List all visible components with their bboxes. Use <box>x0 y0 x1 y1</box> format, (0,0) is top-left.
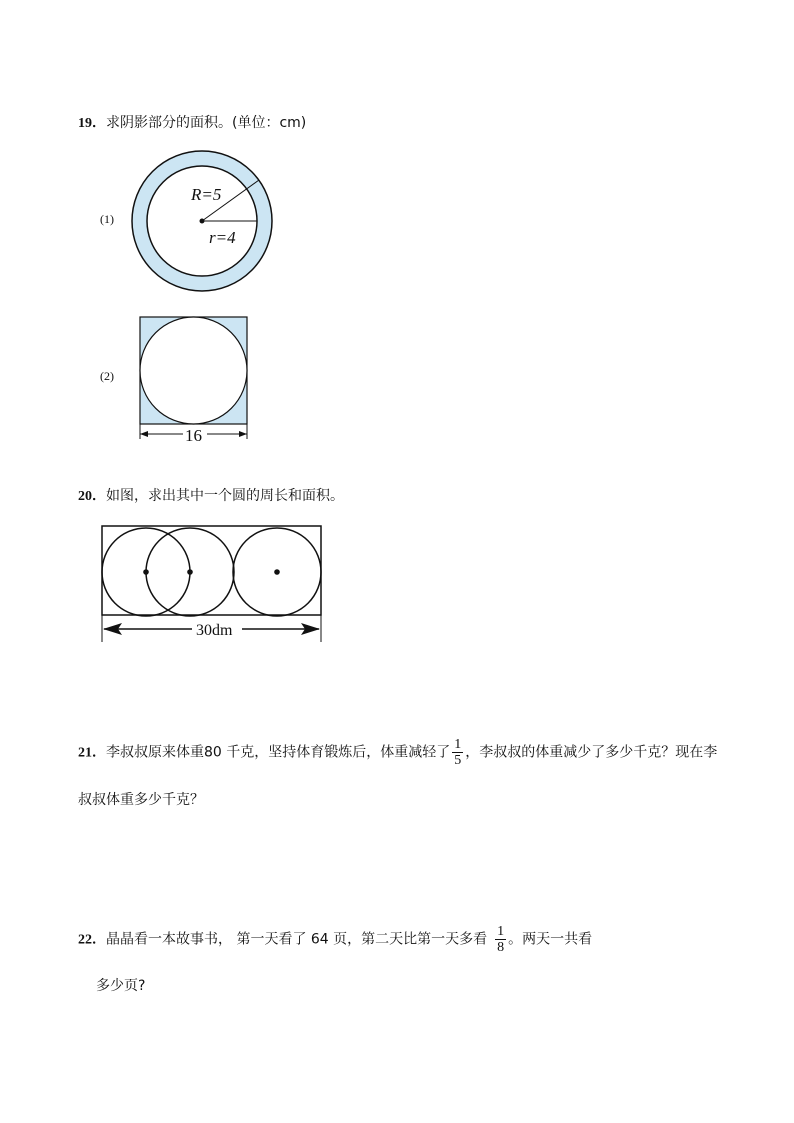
fraction-numerator: 1 <box>454 737 462 752</box>
question-number: 19． <box>78 116 106 131</box>
center-dot <box>200 219 205 224</box>
outer-radius-label: R=5 <box>191 185 222 204</box>
rectangle <box>102 526 321 615</box>
question-text-part-2: 。两天一共看 <box>508 931 593 948</box>
question-text-part-2: ，李叔叔的体重减少了多少千克？现在李 <box>465 744 718 761</box>
question-text: 如图，求出其中一个圆的周长和面积。 <box>106 488 344 504</box>
fraction-denominator: 5 <box>454 753 462 768</box>
question-20 <box>78 487 344 506</box>
annulus-figure <box>125 145 285 305</box>
fraction-one-fifth <box>452 737 463 768</box>
question-text-part-1: 晶晶看一本故事书， 第一天看了 64 页，第二天比第一天多看 <box>106 931 488 948</box>
inner-radius-label: r=4 <box>209 228 236 247</box>
inscribed-circle <box>140 317 247 424</box>
fraction-one-eighth <box>495 924 506 955</box>
question-number: 21． <box>78 745 106 761</box>
question-21 <box>78 737 717 768</box>
fraction-numerator: 1 <box>497 924 505 939</box>
square-circle-figure <box>135 312 257 447</box>
part-1-label: (1) <box>100 212 114 226</box>
question-22-line-2: 多少页? <box>96 978 146 994</box>
question-19 <box>78 114 306 133</box>
side-length-label: 16 <box>185 426 202 445</box>
question-number: 22． <box>78 932 106 948</box>
part-2-label: (2) <box>100 369 114 383</box>
center-dot-right <box>274 569 280 575</box>
question-21-line-2: 叔叔体重多少千克？ <box>78 792 204 808</box>
width-label: 30dm <box>196 622 233 639</box>
question-text: 求阴影部分的面积。(单位：cm) <box>106 115 307 131</box>
question-number: 20． <box>78 489 106 504</box>
question-22 <box>78 924 592 955</box>
center-dot-left <box>143 569 149 575</box>
fraction-denominator: 8 <box>497 940 505 955</box>
center-dot-middle <box>187 569 193 575</box>
question-text-part-1: 李叔叔原来体重80 千克，坚持体育锻炼后，体重减轻了 <box>106 744 451 761</box>
three-circles-figure <box>98 522 328 646</box>
left-arrow-icon <box>140 431 148 437</box>
right-arrow-icon <box>239 431 247 437</box>
